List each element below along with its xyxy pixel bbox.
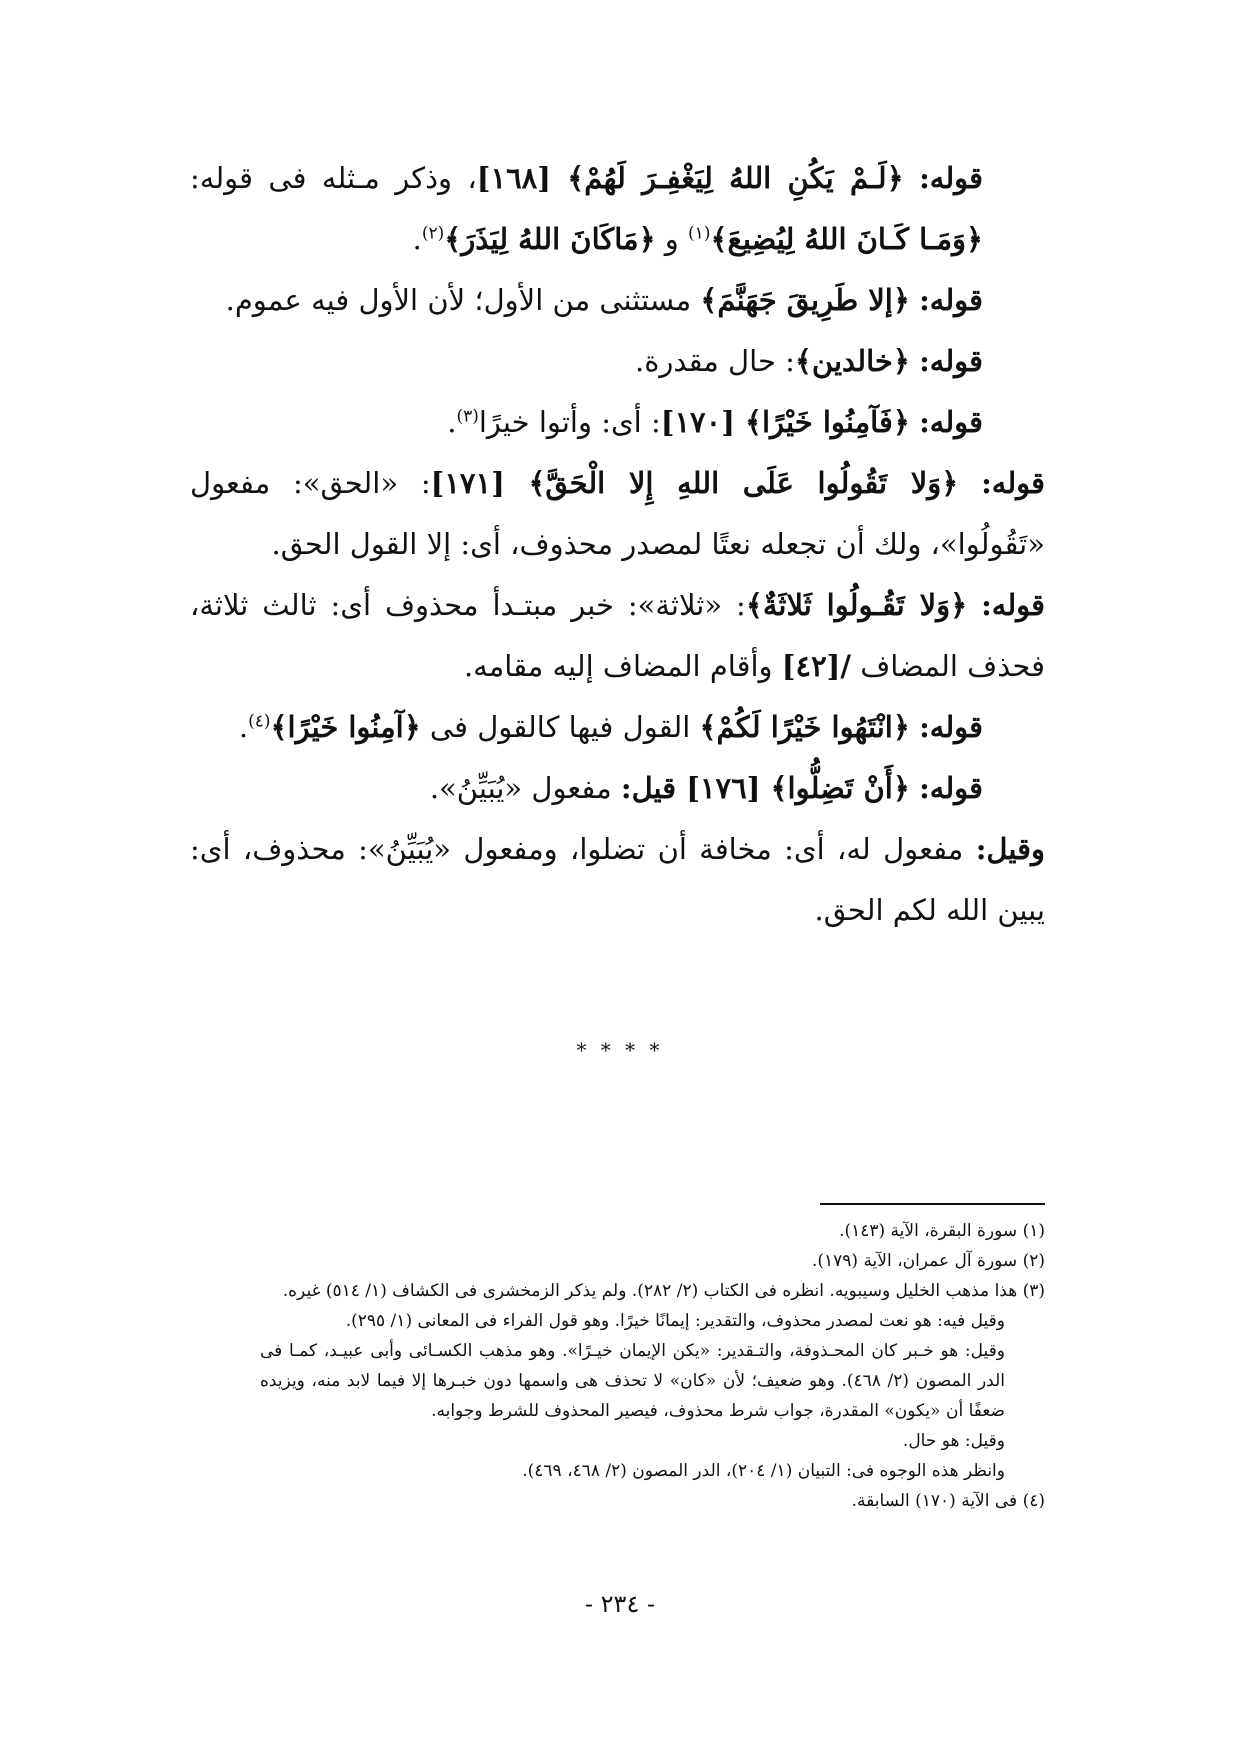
quran-quote: ﴿إلا طَرِيقَ جَهَنَّمَ﴾ — [700, 283, 910, 317]
quran-quote: ﴿آمِنُوا خَيْرًا﴾ — [270, 710, 421, 744]
quran-quote: ﴿انْتَهُوا خَيْرًا لَكُمْ﴾ — [699, 710, 910, 744]
footnote-ref: (٣) — [456, 406, 479, 427]
text: . — [238, 710, 249, 744]
text: و — [655, 222, 689, 256]
footnote-1: (١) سورة البقرة، الآية (١٤٣). — [839, 1221, 1045, 1241]
text: : أى: وأتوا خيرًا — [478, 405, 661, 439]
text: مفعول «يُبَيِّنُ». — [429, 771, 621, 805]
keyword: قوله: — [919, 161, 983, 195]
text: . — [447, 405, 457, 439]
paragraph-8 — [190, 758, 1045, 819]
text: . — [412, 222, 422, 256]
keyword: قوله: — [919, 283, 983, 317]
text: مفعول له، أى: مخافة أن تضلوا، ومفعول «يُبَيِّنُ»: محذوف، أى: يبين الله لكم الحق. — [190, 832, 1045, 927]
footnote-ref: (١) — [688, 223, 711, 244]
footnote-divider — [820, 1203, 1045, 1205]
main-text — [190, 148, 1045, 941]
text: : «ثلاثة»: خبر مبتـدأ محذوف أى: ثالث ثلاثة، فحذف المضاف — [190, 588, 1045, 683]
quran-quote: ﴿لَـمْ يَكُنِ اللهُ لِيَغْفِـرَ لَهُمْ﴾ [١٦٨] — [476, 161, 904, 195]
keyword: وقيل: — [975, 832, 1045, 866]
keyword: قوله: — [919, 771, 983, 805]
footnote-3-line: وانظر هذه الوجوه فى: التبيان (١/ ٢٠٤)، الدر المصون (٢/ ٤٦٨، ٤٦٩). — [522, 1461, 1005, 1481]
quran-quote: ﴿مَاكَانَ اللهُ لِيَذَرَ﴾ — [444, 222, 656, 256]
quran-quote: ﴿فَآمِنُوا خَيْرًا﴾ [١٧٠] — [660, 405, 910, 439]
footnote-3-line: وقيل فيه: هو نعت لمصدر محذوف، والتقدير: إيمانًا خيرًا. وهو قول الفراء فى المعانى (١/ ٢٩٥). — [345, 1311, 1005, 1331]
page-number: - ٢٣٤ - — [584, 1590, 656, 1618]
paragraph-3 — [190, 331, 1045, 392]
footnote-4: (٤) فى الآية (١٧٠) السابقة. — [851, 1491, 1045, 1511]
manuscript-marker: /[٤٢] — [781, 649, 851, 683]
keyword: قوله: — [981, 588, 1045, 622]
keyword: قوله: — [981, 466, 1045, 500]
quran-quote: ﴿أَنْ تَضِلُّوا﴾ [١٧٦] — [686, 771, 910, 805]
footnote-3: (٣) هذا مذهب الخليل وسيبويه. انظره فى الكتاب (٢/ ٢٨٢). ولم يذكر الزمخشرى فى الكشاف (١/ ٥١٤) غيره. — [282, 1281, 1045, 1301]
text: مستثنى من الأول؛ لأن الأول فيه عموم. — [225, 283, 701, 317]
quran-quote: ﴿وَلا تَقُولُوا عَلَى اللهِ إِلا الْحَقَّ﴾ [١٧١] — [430, 466, 959, 500]
text: : «الحق»: مفعول «تَقُولُوا»، ولك أن تجعله نعتًا لمصدر محذوف، أى: إلا القول الحق. — [190, 466, 1045, 561]
footnote-3-line: وقيل: هو حال. — [902, 1431, 1005, 1451]
section-separator: * * * * — [576, 1038, 664, 1062]
paragraph-9 — [190, 819, 1045, 941]
quran-quote: ﴿خالدين﴾ — [794, 344, 910, 378]
footnote-ref: (٢) — [421, 223, 445, 244]
paragraph-5 — [190, 453, 1045, 575]
keyword: قوله: — [919, 344, 983, 378]
quran-quote: ﴿وَمَـا كَـانَ اللهُ لِيُضِيعَ﴾ — [710, 222, 983, 256]
footnote-2: (٢) سورة آل عمران، الآية (١٧٩). — [811, 1251, 1045, 1271]
text: وأقام المضاف إليه مقامه. — [463, 649, 782, 683]
footnote-3-line: وقيل: هو خـبر كان المحـذوفة، والتـقدير: «يكن الإيمان خيـرًا». وهو مذهب الكسـائى وأبى عبيـد، كمـا فى الدر المصون (٢/ ٤٦٨). وهو ضعيف؛ لأن «كان» لا تحذف هى واسمها دون خبـرها إلا فيما لابد منه، ويزيده ضعفًا أن «يكون» المقدرة، جواب شرط محذوف، فيصير المحذوف للشرط وجوابه. — [260, 1341, 1006, 1421]
keyword: قيل: — [620, 771, 687, 805]
text: القول فيها كالقول فى — [420, 710, 700, 744]
keyword: قوله: — [919, 405, 983, 439]
paragraph-6 — [190, 575, 1045, 697]
paragraph-4 — [190, 392, 1045, 453]
text: ، وذكر مـثله فى قوله: — [190, 161, 477, 195]
paragraph-2 — [190, 270, 1045, 331]
quran-quote: ﴿وَلا تَقُـولُوا ثَلاثَةٌ﴾ — [745, 588, 968, 622]
footnotes — [260, 1216, 1045, 1516]
paragraph-1 — [190, 148, 1045, 270]
keyword: قوله: — [919, 710, 983, 744]
text: : حال مقدرة. — [635, 344, 795, 378]
paragraph-7 — [190, 697, 1045, 758]
footnote-ref: (٤) — [248, 711, 271, 732]
